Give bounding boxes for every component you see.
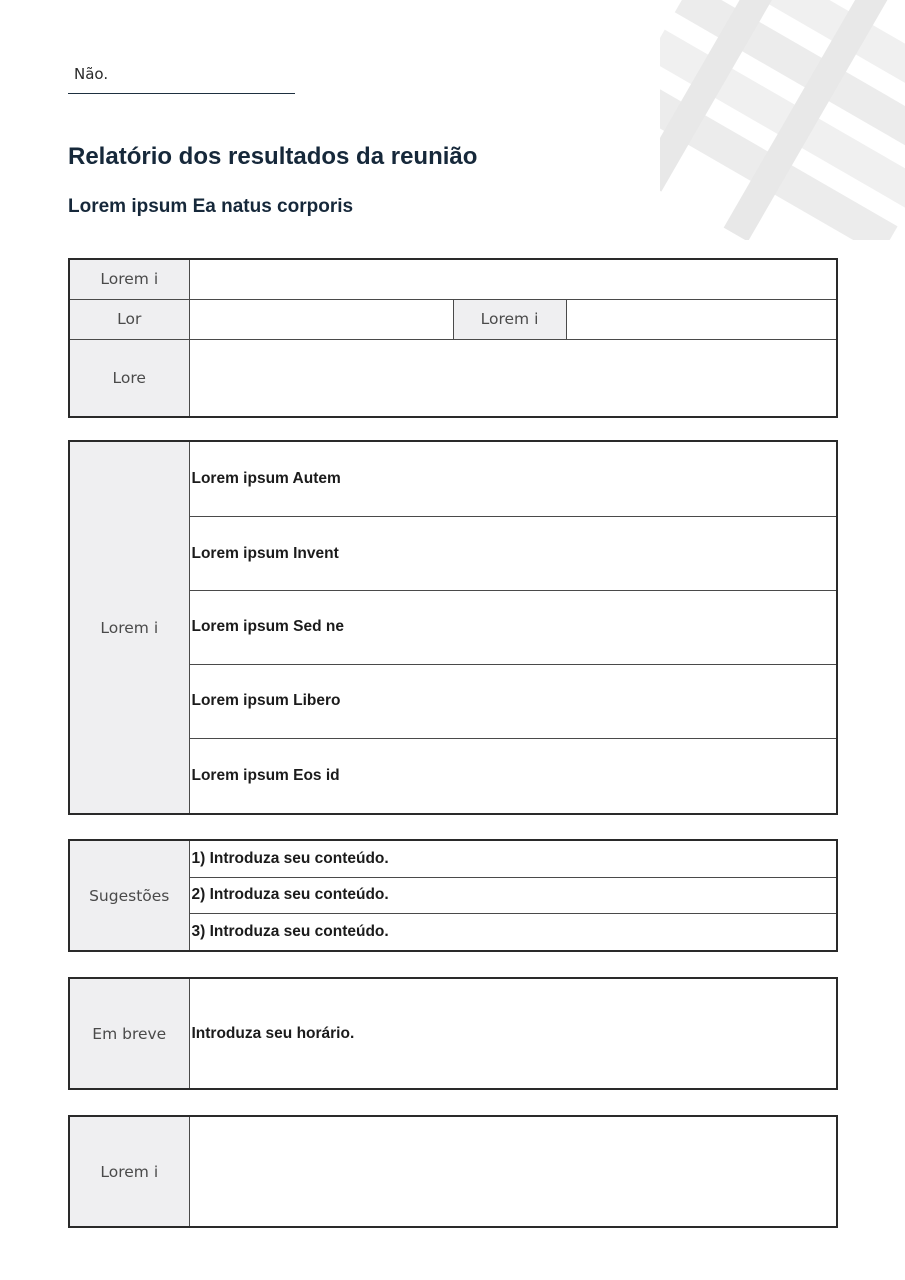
topic-item[interactable]: Lorem ipsum Invent [189,517,837,591]
info-row2-label: Lor [69,299,189,339]
topic-item[interactable]: Lorem ipsum Eos id [189,738,837,814]
soon-table [68,977,838,1090]
info-row2-value[interactable] [189,299,453,339]
soon-label: Em breve [69,978,189,1089]
document-number-field[interactable] [68,62,295,94]
document-number-label: Não. [74,65,109,83]
last-label: Lorem i [69,1116,189,1227]
suggestions-table [68,839,838,952]
info-row1-value[interactable] [189,259,837,299]
page-subtitle: Lorem ipsum Ea natus corporis [68,196,354,217]
info-row3-value[interactable] [189,339,837,417]
suggestion-item[interactable]: 3) Introduza seu conteúdo. [189,914,837,951]
topic-item[interactable]: Lorem ipsum Sed ne [189,591,837,665]
page-title: Relatório dos resultados da reunião [68,143,478,170]
soon-value[interactable]: Introduza seu horário. [189,978,837,1089]
topics-label: Lorem i [69,441,189,814]
topic-item[interactable]: Lorem ipsum Libero [189,664,837,738]
suggestion-item[interactable]: 2) Introduza seu conteúdo. [189,877,837,913]
topic-item[interactable]: Lorem ipsum Autem [189,441,837,517]
info-table [68,258,838,418]
info-row1-label: Lorem i [69,259,189,299]
decorative-stripes-graphic [660,0,905,240]
suggestions-label: Sugestões [69,840,189,951]
topics-table [68,440,838,815]
suggestion-item[interactable]: 1) Introduza seu conteúdo. [189,840,837,877]
info-row2-mid-value[interactable] [566,299,837,339]
info-row2-mid-label: Lorem i [453,299,566,339]
last-table [68,1115,838,1228]
info-row3-label: Lore [69,339,189,417]
last-value[interactable] [189,1116,837,1227]
